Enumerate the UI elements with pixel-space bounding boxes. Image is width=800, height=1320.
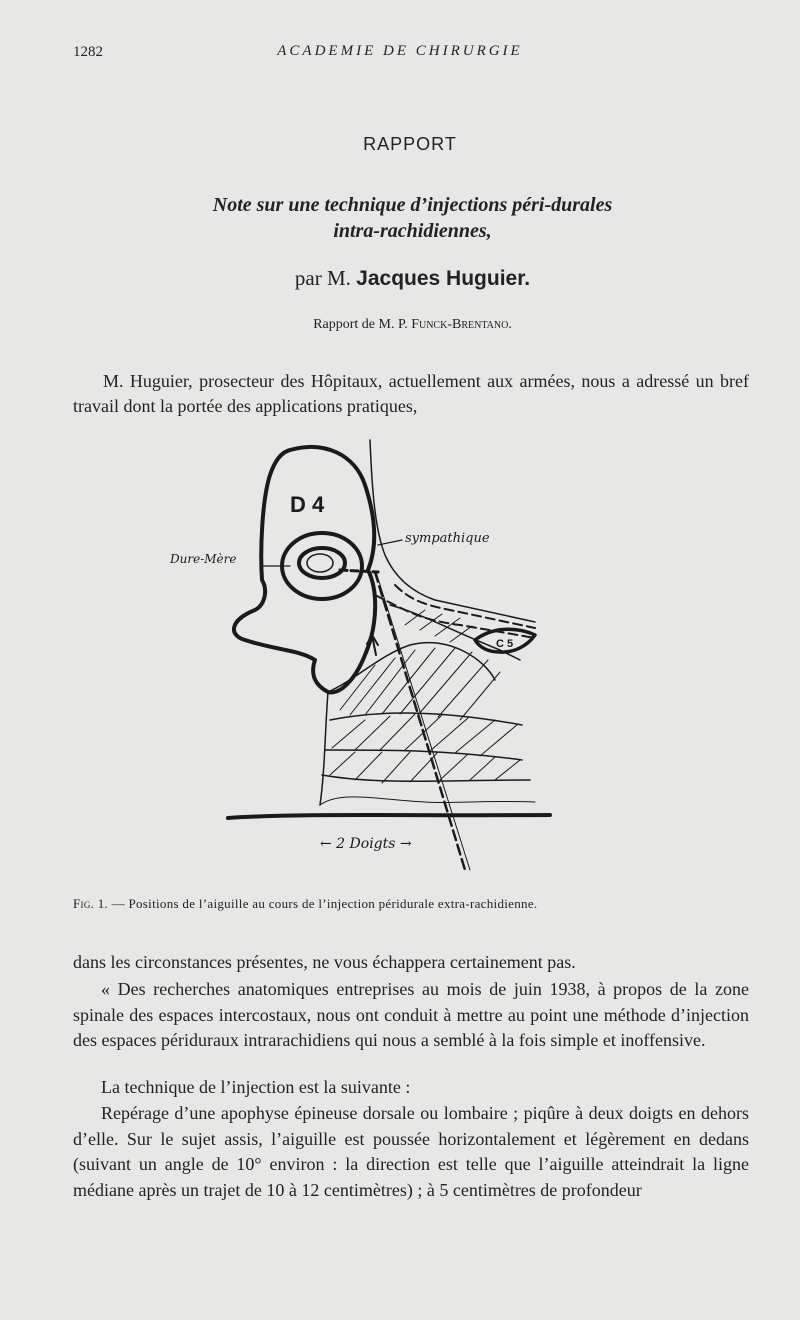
paragraph-intro: M. Huguier, prosecteur des Hôpitaux, actuellement aux armées, nous a adressé un bref travail dont la portée des applications pratiques,	[73, 371, 749, 416]
article-title	[0, 192, 800, 244]
figure-anatomical-sketch	[150, 430, 570, 885]
page-number: 1282	[73, 44, 103, 60]
article-title-line-2: intra-rachidiennes,	[333, 220, 492, 242]
article-title-line-1: Note sur une technique d’injections péri-durales	[212, 194, 613, 216]
paragraph-technique-intro: La technique de l’injection est la suivante :	[101, 1077, 411, 1097]
author-name: Jacques Huguier.	[356, 267, 531, 290]
reporter-prefix: Rapport de M. P.	[313, 317, 408, 332]
dural-sac	[299, 548, 345, 578]
author-prefix: par M.	[294, 266, 351, 290]
author-line	[0, 266, 800, 291]
caption-prefix: Fig. 1.	[73, 896, 109, 911]
hatching	[330, 610, 520, 783]
section-title: RAPPORT	[363, 134, 457, 154]
paragraph-continuation: dans les circonstances présentes, ne vous échappera certainement pas.	[73, 952, 576, 972]
label-sympathetic: sympathique	[405, 531, 490, 546]
label-rib: C 5	[496, 638, 514, 650]
running-head: ACADEMIE DE CHIRURGIE	[277, 43, 523, 59]
skin-line	[228, 815, 550, 818]
label-dura: Dure-Mère	[170, 552, 237, 566]
spinal-canal	[282, 533, 362, 599]
caption-text: — Positions de l’aiguille au cours de l’injection péridurale extra-rachidienne.	[108, 896, 538, 911]
figure-caption	[73, 896, 753, 912]
reporter-name: Funck-Brentano.	[411, 317, 512, 332]
paragraph-technique: Repérage d’une apophyse épineuse dorsale ou lombaire ; piqûre à deux doigts en dehors d’elle. Sur le sujet assis, l’aiguille est poussée horizontalement et légèrement en dedans (suivant un angle de 10° environ : la direction est telle que l’aiguille atteindrait la ligne médiane après un trajet de 10 à 12 centimètres) ; à 5 centimètres de profondeur	[73, 1103, 749, 1200]
label-vertebra: D 4	[290, 492, 325, 517]
label-distance: ← 2 Doigts →	[320, 836, 412, 852]
spinal-cord	[307, 554, 333, 572]
figure-drawing	[150, 430, 570, 880]
reporter-line	[0, 317, 800, 333]
paragraph-research: « Des recherches anatomiques entreprises au mois de juin 1938, à propos de la zone spinale des espaces intercostaux, nous ont conduit à mettre au point une méthode d’injection des espaces périduraux intrarachidiens qui nous a semblé à la fois simple et inoffensive.	[73, 979, 749, 1050]
